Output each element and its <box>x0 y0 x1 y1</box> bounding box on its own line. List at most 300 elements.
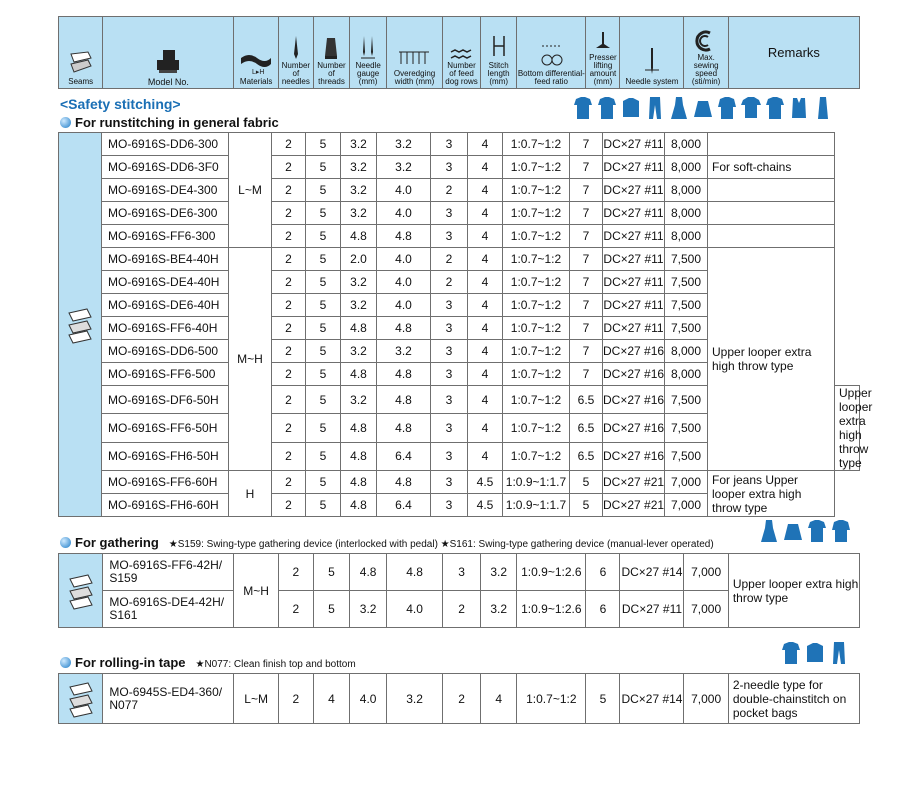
header-seams <box>59 17 103 89</box>
spec-needle: DC×27 #16 <box>603 363 665 386</box>
model-number: MO-6916S-BE4-40H <box>102 248 229 271</box>
section-runstitching-title: For runstitching in general fabric <box>75 115 279 130</box>
spec-needles: 2 <box>272 202 306 225</box>
spec-threads: 5 <box>306 225 341 248</box>
table-row <box>59 156 860 179</box>
spec-presser: 7 <box>570 271 603 294</box>
spec-needles: 2 <box>272 494 306 517</box>
spec-presser: 6.5 <box>570 414 603 442</box>
spec-needles: 2 <box>272 294 306 317</box>
section-gathering-title: For gathering <box>75 535 159 550</box>
spec-presser: 7 <box>570 294 603 317</box>
garment-icons-gathering <box>758 518 852 544</box>
spec-gauge: 3.2 <box>341 202 377 225</box>
spec-threads: 5 <box>313 554 349 591</box>
material-cell: M~H <box>229 248 272 471</box>
seam-icon <box>68 48 94 76</box>
header-needles-label: Number of needles <box>281 61 311 86</box>
spec-needle: DC×27 #14 <box>620 674 684 724</box>
spec-gauge: 4.8 <box>341 494 377 517</box>
spec-feed: 3 <box>431 294 468 317</box>
spec-needles: 2 <box>272 471 306 494</box>
spec-threads: 5 <box>306 133 341 156</box>
thread-spool-icon <box>323 34 339 60</box>
spec-over: 6.4 <box>377 494 431 517</box>
skirt-icon <box>782 518 804 544</box>
shirt-icon <box>596 95 618 121</box>
pants-icon <box>644 95 666 121</box>
spec-presser: 7 <box>570 248 603 271</box>
spec-stitch: 4.5 <box>468 471 503 494</box>
spec-speed: 7,000 <box>665 471 708 494</box>
spec-ratio: 1:0.7~1:2 <box>503 442 570 470</box>
spec-feed: 2 <box>431 248 468 271</box>
header-threads <box>313 17 349 89</box>
spec-over: 4.8 <box>377 471 431 494</box>
spec-ratio: 1:0.9~1:1.7 <box>503 494 570 517</box>
remarks-cell: Upper looper extra high throw type <box>708 248 835 471</box>
header-stitch-length-label: Stitch length (mm) <box>487 61 510 86</box>
spec-presser: 7 <box>570 156 603 179</box>
spec-stitch: 3.2 <box>481 591 517 628</box>
spec-presser: 5 <box>570 494 603 517</box>
spec-needles: 2 <box>278 591 313 628</box>
overedging-icon <box>397 48 433 68</box>
model-number: MO-6916S-FF6-42H/ S159 <box>103 554 234 591</box>
spec-presser: 6.5 <box>570 442 603 470</box>
header-needle-system <box>620 17 684 89</box>
spec-threads: 5 <box>306 248 341 271</box>
bullet-icon <box>60 537 71 548</box>
table-row <box>59 133 860 156</box>
header-materials <box>234 17 278 89</box>
model-number: MO-6916S-FF6-50H <box>102 414 229 442</box>
spec-presser: 7 <box>570 179 603 202</box>
spec-gauge: 3.2 <box>341 386 377 414</box>
spec-stitch: 4 <box>468 248 503 271</box>
spec-speed: 7,500 <box>665 271 708 294</box>
spec-gauge: 3.2 <box>341 271 377 294</box>
spec-ratio: 1:0.7~1:2 <box>517 674 586 724</box>
remarks-cell: Upper looper extra high throw type <box>728 554 859 628</box>
model-number: MO-6916S-FH6-60H <box>102 494 229 517</box>
garment-icons-rolling <box>780 640 850 666</box>
spec-feed: 3 <box>431 386 468 414</box>
spec-ratio: 1:0.7~1:2 <box>503 271 570 294</box>
spec-speed: 7,500 <box>665 248 708 271</box>
spec-presser: 7 <box>570 363 603 386</box>
spec-needles: 2 <box>278 554 313 591</box>
header-threads-label: Number of threads <box>317 61 346 86</box>
safety-stitching-title: <Safety stitching> <box>60 96 181 112</box>
spec-presser: 7 <box>570 225 603 248</box>
spec-over: 4.8 <box>377 363 431 386</box>
speed-icon <box>695 30 717 52</box>
spec-over: 4.0 <box>387 591 443 628</box>
model-number: MO-6916S-DE4-40H <box>102 271 229 294</box>
remarks-cell: 2-needle type for double-chainstitch on pocket bags <box>728 674 859 724</box>
spec-stitch: 4 <box>481 674 517 724</box>
spec-over: 4.8 <box>387 554 443 591</box>
table-row <box>59 471 860 494</box>
spec-presser: 5 <box>586 674 620 724</box>
spec-stitch: 4 <box>468 317 503 340</box>
spec-ratio: 1:0.9~1:1.7 <box>503 471 570 494</box>
model-number: MO-6916S-DE6-40H <box>102 294 229 317</box>
spec-feed: 3 <box>431 414 468 442</box>
spec-needles: 2 <box>272 414 306 442</box>
spec-threads: 5 <box>306 179 341 202</box>
spec-over: 6.4 <box>377 442 431 470</box>
spec-threads: 5 <box>306 340 341 363</box>
spec-feed: 3 <box>431 340 468 363</box>
header-seams-label: Seams <box>68 77 94 86</box>
spec-needle: DC×27 #16 <box>603 386 665 414</box>
spec-gauge: 3.2 <box>341 156 377 179</box>
bullet-icon <box>60 117 71 128</box>
spec-threads: 5 <box>306 363 341 386</box>
spec-needle: DC×27 #16 <box>603 340 665 363</box>
spec-presser: 7 <box>570 202 603 225</box>
spec-gauge: 3.2 <box>341 133 377 156</box>
header-feed-dog-label: Number of feed dog rows <box>445 61 478 86</box>
spec-stitch: 4 <box>468 363 503 386</box>
spec-ratio: 1:0.9~1:2.6 <box>517 591 586 628</box>
spec-ratio: 1:0.7~1:2 <box>503 317 570 340</box>
spec-presser: 6.5 <box>570 386 603 414</box>
spec-gauge: 4.8 <box>341 442 377 470</box>
spec-feed: 2 <box>442 674 480 724</box>
spec-needle: DC×27 #16 <box>603 442 665 470</box>
model-number: MO-6916S-DE4-42H/ S161 <box>103 591 234 628</box>
spec-stitch: 4 <box>468 294 503 317</box>
seam-diagram-icon <box>66 571 96 611</box>
spec-stitch: 4 <box>468 271 503 294</box>
spec-gauge: 4.8 <box>341 225 377 248</box>
spec-stitch: 4 <box>468 386 503 414</box>
spec-ratio: 1:0.7~1:2 <box>503 248 570 271</box>
spec-presser: 7 <box>570 317 603 340</box>
spec-presser: 6 <box>586 591 620 628</box>
seam-cell <box>59 554 103 628</box>
spec-ratio: 1:0.7~1:2 <box>503 294 570 317</box>
feed-dog-icon <box>449 48 475 60</box>
spec-stitch: 4 <box>468 414 503 442</box>
spec-over: 3.2 <box>387 674 443 724</box>
jacket-icon <box>804 640 826 666</box>
spec-feed: 3 <box>431 494 468 517</box>
header-diff-feed <box>517 17 586 89</box>
spec-ratio: 1:0.7~1:2 <box>503 133 570 156</box>
spec-stitch: 4.5 <box>468 494 503 517</box>
spec-needle: DC×27 #11 <box>603 294 665 317</box>
needle-gauge-icon <box>358 34 378 60</box>
spec-threads: 5 <box>306 414 341 442</box>
spec-threads: 5 <box>306 471 341 494</box>
spec-over: 4.0 <box>377 248 431 271</box>
spec-speed: 8,000 <box>665 225 708 248</box>
spec-feed: 3 <box>431 317 468 340</box>
spec-feed: 3 <box>442 554 480 591</box>
header-needle-system-label: Needle system <box>625 77 679 86</box>
spec-needle: DC×27 #11 <box>603 317 665 340</box>
spec-needle: DC×27 #11 <box>603 133 665 156</box>
spec-stitch: 4 <box>468 340 503 363</box>
table-row <box>59 674 860 724</box>
spec-presser: 7 <box>570 340 603 363</box>
table-row <box>59 225 860 248</box>
spec-speed: 7,500 <box>665 442 708 470</box>
spec-needle: DC×27 #16 <box>603 414 665 442</box>
material-cell: H <box>229 471 272 517</box>
table-row <box>59 554 860 591</box>
spec-speed: 8,000 <box>665 363 708 386</box>
materials-icon <box>239 50 273 76</box>
vest-icon <box>788 95 810 121</box>
spec-needles: 2 <box>272 179 306 202</box>
spec-over: 3.2 <box>377 133 431 156</box>
spec-over: 4.8 <box>377 317 431 340</box>
spec-gauge: 4.8 <box>350 554 387 591</box>
spec-ratio: 1:0.9~1:2.6 <box>517 554 586 591</box>
spec-speed: 7,500 <box>665 317 708 340</box>
spec-header-table <box>58 16 860 89</box>
rolling-table <box>58 673 860 724</box>
spec-over: 3.2 <box>377 340 431 363</box>
spec-threads: 4 <box>313 674 349 724</box>
spec-stitch: 3.2 <box>481 554 517 591</box>
remarks-cell <box>708 179 835 202</box>
spec-stitch: 4 <box>468 133 503 156</box>
header-diff-feed-label: Bottom differential-feed ratio <box>517 69 585 86</box>
section-rolling-title: For rolling-in tape <box>75 655 186 670</box>
spec-gauge: 4.8 <box>341 317 377 340</box>
spec-needle: DC×27 #21 <box>603 471 665 494</box>
header-materials-label: Materials <box>239 77 273 86</box>
spec-over: 4.0 <box>377 179 431 202</box>
table-row <box>59 202 860 225</box>
spec-needles: 2 <box>272 317 306 340</box>
spec-feed: 2 <box>431 179 468 202</box>
pants-icon <box>828 640 850 666</box>
spec-threads: 5 <box>306 442 341 470</box>
dress-icon <box>758 518 780 544</box>
spec-gauge: 4.8 <box>341 471 377 494</box>
sleeve-icon <box>812 95 834 121</box>
section-runstitching <box>60 115 279 130</box>
spec-ratio: 1:0.7~1:2 <box>503 386 570 414</box>
jacket-icon <box>620 95 642 121</box>
spec-needles: 2 <box>272 133 306 156</box>
presser-foot-icon <box>594 30 612 52</box>
gathering-table <box>58 553 860 628</box>
model-number: MO-6916S-DE6-300 <box>102 202 229 225</box>
table-row <box>59 248 860 271</box>
spec-threads: 5 <box>306 386 341 414</box>
remarks-cell: Upper looper extra high throw type <box>835 386 860 471</box>
spec-needles: 2 <box>272 271 306 294</box>
runstitching-table <box>58 132 873 517</box>
spec-ratio: 1:0.7~1:2 <box>503 225 570 248</box>
section-rolling <box>60 655 356 670</box>
material-cell: M~H <box>234 554 278 628</box>
spec-speed: 7,000 <box>684 674 728 724</box>
seam-diagram-icon <box>66 679 96 719</box>
spec-gauge: 3.2 <box>341 340 377 363</box>
spec-over: 4.8 <box>377 414 431 442</box>
header-feed-dog <box>442 17 480 89</box>
spec-feed: 3 <box>431 442 468 470</box>
remarks-cell: For soft-chains <box>708 156 835 179</box>
garment-icons-runstitching <box>572 95 834 121</box>
spec-needle: DC×27 #11 <box>603 248 665 271</box>
shirt-icon <box>780 640 802 666</box>
blouse-icon <box>764 95 786 121</box>
model-number: MO-6916S-FF6-40H <box>102 317 229 340</box>
spec-threads: 5 <box>313 591 349 628</box>
spec-feed: 2 <box>431 271 468 294</box>
material-cell: L~M <box>229 133 272 248</box>
seam-cell <box>59 133 102 517</box>
needle-icon <box>291 34 301 60</box>
spec-threads: 5 <box>306 294 341 317</box>
spec-needles: 2 <box>272 248 306 271</box>
coat-icon <box>830 518 852 544</box>
spec-gauge: 2.0 <box>341 248 377 271</box>
spec-needle: DC×27 #11 <box>603 179 665 202</box>
coat-icon <box>716 95 738 121</box>
model-number: MO-6916S-FH6-50H <box>102 442 229 470</box>
header-overedging-label: Overedging width (mm) <box>393 69 436 86</box>
header-speed <box>684 17 728 89</box>
blouse-icon <box>806 518 828 544</box>
remarks-cell <box>708 202 835 225</box>
spec-presser: 5 <box>570 471 603 494</box>
header-presser-label: Presser lifting amount (mm) <box>589 53 617 86</box>
header-model <box>103 17 234 89</box>
spec-gauge: 4.0 <box>350 674 387 724</box>
header-stitch-length <box>481 17 517 89</box>
tshirt-icon <box>740 95 762 121</box>
spec-ratio: 1:0.7~1:2 <box>503 363 570 386</box>
spec-speed: 8,000 <box>665 156 708 179</box>
spec-stitch: 4 <box>468 156 503 179</box>
header-gauge-label: Needle gauge (mm) <box>355 61 381 86</box>
spec-feed: 3 <box>431 156 468 179</box>
spec-feed: 3 <box>431 202 468 225</box>
remarks-cell <box>708 225 835 248</box>
spec-speed: 7,000 <box>684 591 728 628</box>
material-cell: L~M <box>234 674 278 724</box>
header-gauge <box>350 17 387 89</box>
spec-needle: DC×27 #11 <box>603 225 665 248</box>
shirt-icon <box>572 95 594 121</box>
remarks-cell: For jeans Upper looper extra high throw type <box>708 471 835 517</box>
spec-presser: 7 <box>570 133 603 156</box>
spec-speed: 7,500 <box>665 386 708 414</box>
spec-needles: 2 <box>272 363 306 386</box>
header-speed-label: Max. sewing speed (sti/min) <box>691 53 721 86</box>
spec-presser: 6 <box>586 554 620 591</box>
spec-feed: 2 <box>442 591 480 628</box>
section-rolling-note: ★N077: Clean finish top and bottom <box>195 659 356 670</box>
remarks-cell <box>708 133 835 156</box>
svg-text:L▸H: L▸H <box>252 69 265 76</box>
model-number: MO-6916S-DE4-300 <box>102 179 229 202</box>
spec-threads: 5 <box>306 202 341 225</box>
spec-needles: 2 <box>272 156 306 179</box>
spec-needle: DC×27 #21 <box>603 494 665 517</box>
spec-needles: 2 <box>272 442 306 470</box>
bullet-icon <box>60 657 71 668</box>
model-number: MO-6916S-DD6-500 <box>102 340 229 363</box>
spec-feed: 3 <box>431 133 468 156</box>
spec-feed: 3 <box>431 363 468 386</box>
table-row <box>59 179 860 202</box>
model-number: MO-6916S-DD6-300 <box>102 133 229 156</box>
needle-system-icon <box>641 46 663 76</box>
spec-speed: 7,000 <box>684 554 728 591</box>
model-number: MO-6916S-FF6-60H <box>102 471 229 494</box>
section-gathering <box>60 535 714 550</box>
spec-over: 3.2 <box>377 156 431 179</box>
spec-needle: DC×27 #14 <box>620 554 684 591</box>
spec-needle: DC×27 #11 <box>620 591 684 628</box>
spec-ratio: 1:0.7~1:2 <box>503 414 570 442</box>
model-number: MO-6916S-DD6-3F0 <box>102 156 229 179</box>
spec-needles: 2 <box>272 386 306 414</box>
spec-stitch: 4 <box>468 179 503 202</box>
spec-needles: 2 <box>272 340 306 363</box>
spec-gauge: 3.2 <box>341 179 377 202</box>
seam-diagram-icon <box>65 305 95 345</box>
spec-over: 4.8 <box>377 386 431 414</box>
header-remarks-label: Remarks <box>767 44 820 60</box>
seam-cell <box>59 674 103 724</box>
spec-over: 4.8 <box>377 225 431 248</box>
spec-ratio: 1:0.7~1:2 <box>503 156 570 179</box>
spec-speed: 7,500 <box>665 294 708 317</box>
spec-speed: 7,500 <box>665 414 708 442</box>
header-remarks <box>728 17 859 89</box>
spec-needle: DC×27 #11 <box>603 271 665 294</box>
spec-threads: 5 <box>306 271 341 294</box>
spec-needle: DC×27 #11 <box>603 202 665 225</box>
sewing-machine-icon <box>153 46 183 76</box>
model-number: MO-6916S-FF6-300 <box>102 225 229 248</box>
dress-icon <box>668 95 690 121</box>
differential-feed-icon <box>536 42 566 68</box>
spec-needles: 2 <box>278 674 313 724</box>
skirt-icon <box>692 95 714 121</box>
spec-speed: 8,000 <box>665 340 708 363</box>
spec-needle: DC×27 #11 <box>603 156 665 179</box>
model-number: MO-6945S-ED4-360/ N077 <box>103 674 234 724</box>
spec-ratio: 1:0.7~1:2 <box>503 340 570 363</box>
header-needles <box>278 17 313 89</box>
spec-ratio: 1:0.7~1:2 <box>503 179 570 202</box>
header-overedging <box>387 17 443 89</box>
model-number: MO-6916S-DF6-50H <box>102 386 229 414</box>
spec-over: 4.0 <box>377 202 431 225</box>
spec-over: 4.0 <box>377 271 431 294</box>
spec-needles: 2 <box>272 225 306 248</box>
header-model-label: Model No. <box>147 77 189 87</box>
stitch-length-icon <box>489 34 509 60</box>
header-presser <box>586 17 620 89</box>
spec-gauge: 4.8 <box>341 414 377 442</box>
spec-speed: 8,000 <box>665 202 708 225</box>
